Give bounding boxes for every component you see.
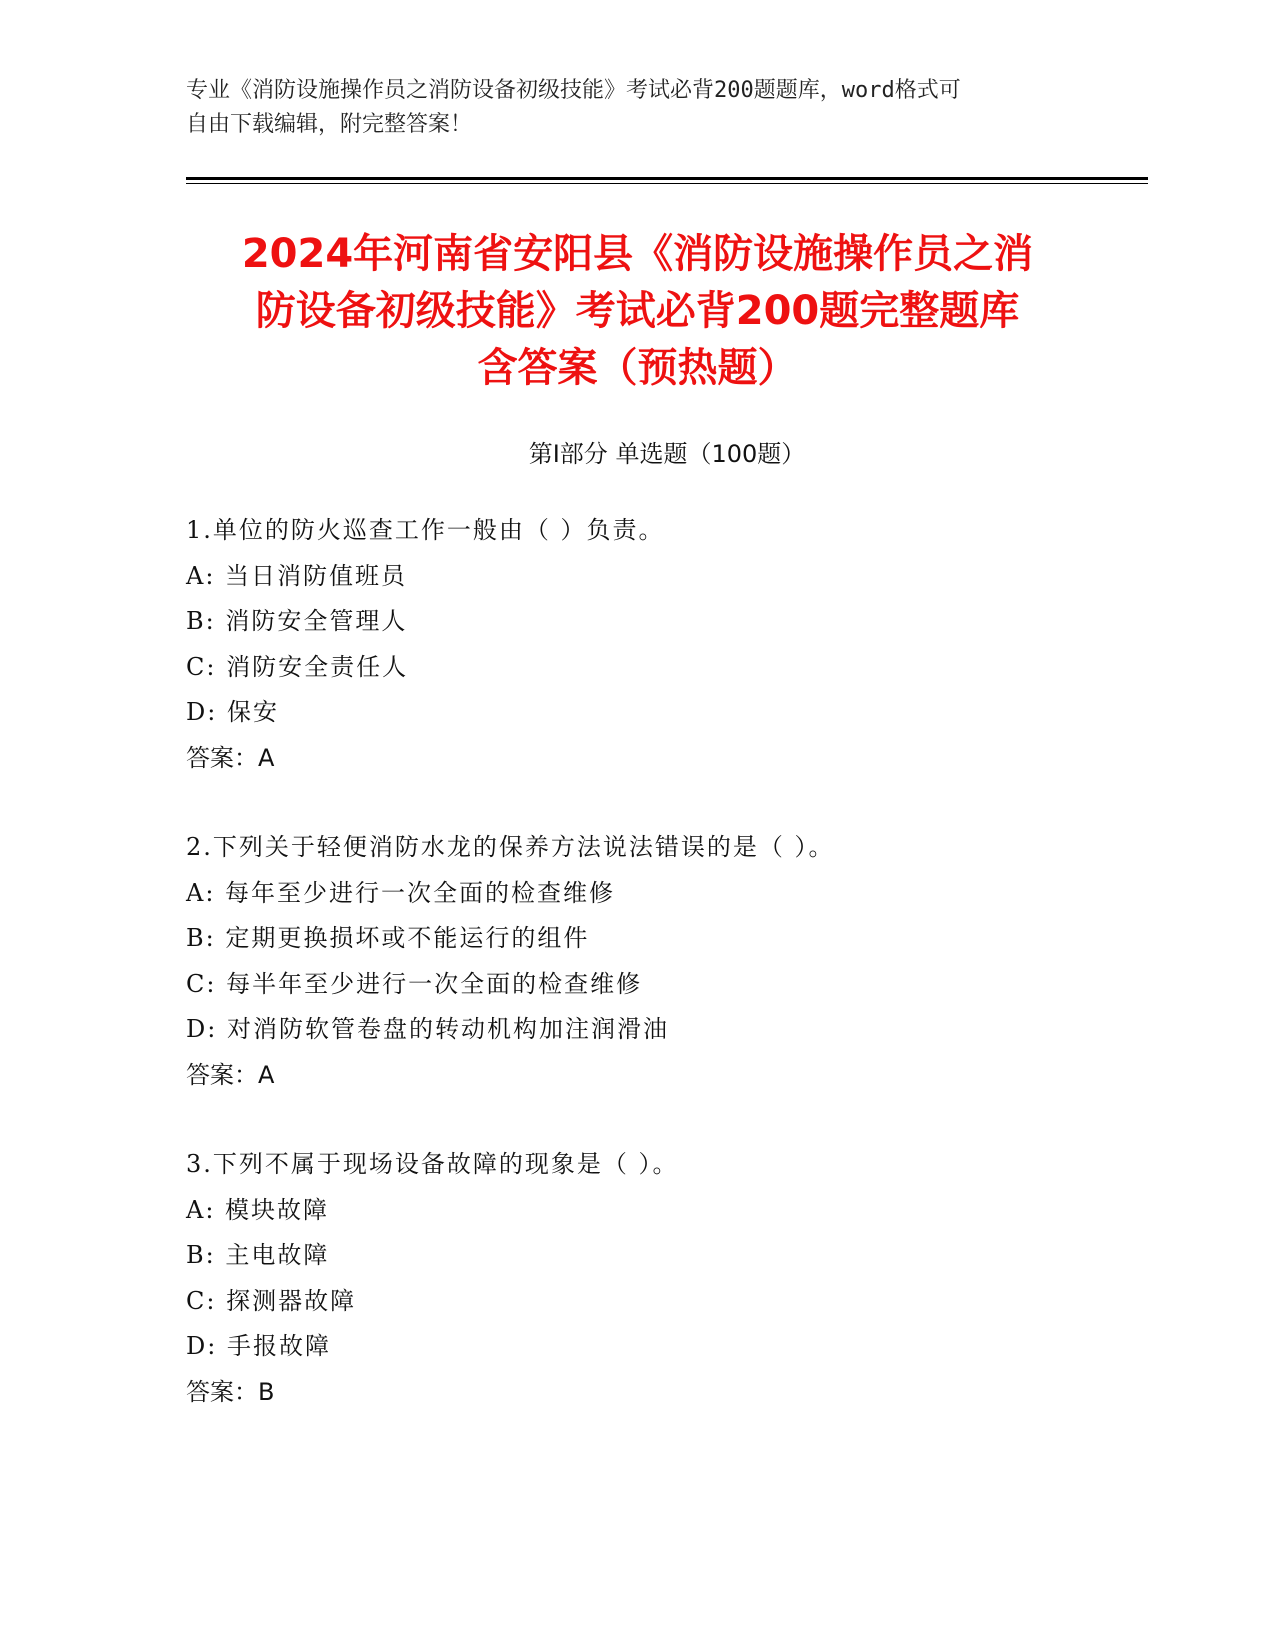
answer-key: 答案：A: [186, 743, 275, 772]
option-b: B: 主电故障: [186, 1241, 330, 1269]
document-title-line-3: 含答案（预热题）: [477, 345, 798, 391]
question-1: [186, 508, 1086, 781]
header-note: [186, 74, 1066, 142]
document-title-line-1: 2024年河南省安阳县《消防设施操作员之消: [241, 231, 1034, 277]
option-d: D: 对消防软管卷盘的转动机构加注润滑油: [186, 1015, 669, 1043]
option-b: B: 定期更换损坏或不能运行的组件: [186, 924, 590, 952]
question-2: [186, 825, 1086, 1098]
header-note-line-1: 专业《消防设施操作员之消防设备初级技能》考试必背200题题库，word格式可: [186, 78, 961, 103]
question-stem: 1.单位的防火巡查工作一般由（ ）负责。: [186, 516, 665, 544]
option-a: A: 模块故障: [186, 1195, 330, 1224]
option-d: D: 手报故障: [186, 1332, 331, 1360]
option-a: A: 每年至少进行一次全面的检查维修: [186, 878, 616, 907]
header-divider-thick: [186, 177, 1148, 180]
header-divider-thin: [186, 183, 1148, 184]
answer-key: 答案：A: [186, 1060, 275, 1089]
option-c: C: 探测器故障: [186, 1286, 357, 1315]
document-title: [170, 226, 1105, 397]
question-stem: 2.下列关于轻便消防水龙的保养方法说法错误的是（ ）。: [186, 833, 835, 861]
question-stem: 3.下列不属于现场设备故障的现象是（ ）。: [186, 1150, 679, 1178]
question-3: [186, 1142, 1086, 1415]
option-a: A: 当日消防值班员: [186, 561, 408, 590]
option-b: B: 消防安全管理人: [186, 607, 408, 635]
option-c: C: 每半年至少进行一次全面的检查维修: [186, 969, 643, 998]
section-heading: 第Ⅰ部分 单选题（100题）: [528, 440, 806, 468]
option-d: D: 保安: [186, 698, 279, 726]
answer-key: 答案：B: [186, 1377, 275, 1406]
header-note-line-2: 自由下载编辑，附完整答案！: [186, 112, 473, 137]
document-title-line-2: 防设备初级技能》考试必背200题完整题库: [255, 288, 1020, 334]
option-c: C: 消防安全责任人: [186, 652, 409, 681]
